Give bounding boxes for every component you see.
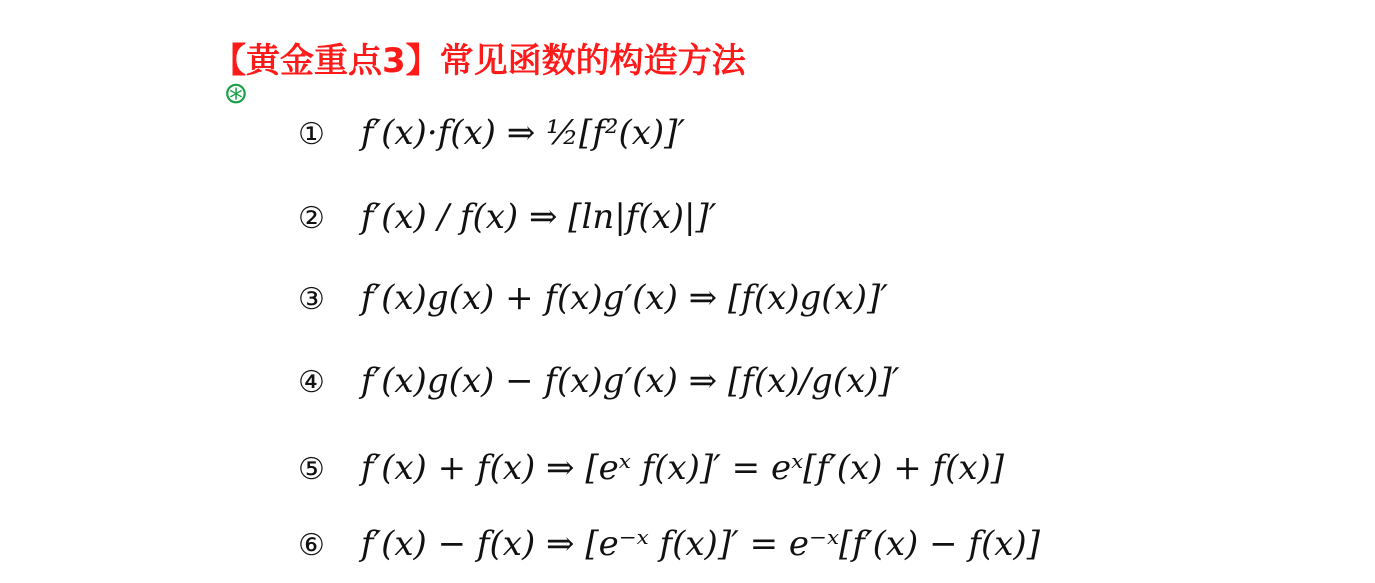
formula-number: ① [298, 117, 325, 152]
page-title: 【黄金重点3】常见函数的构造方法 [212, 41, 746, 81]
formula-number: ② [298, 201, 325, 236]
formula-expression: f′(x)g(x) − f(x)g′(x) ⇒ [f(x)/g(x)]′ [360, 361, 900, 401]
formula-expression: f′(x) + f(x) ⇒ [eˣ f(x)]′ = eˣ[f′(x) + f(x)] [360, 448, 1005, 488]
formula-expression: f′(x)·f(x) ⇒ ½[f²(x)]′ [360, 113, 686, 153]
formula-row [298, 508, 1040, 580]
formula-number: ④ [298, 365, 325, 400]
formula-row [298, 97, 685, 169]
circled-star-mark: ⊛ [223, 76, 249, 111]
formula-number: ⑥ [298, 528, 325, 563]
formula-row [298, 345, 899, 417]
formula-number: ⑤ [298, 452, 325, 487]
formula-expression: f′(x)g(x) + f(x)g′(x) ⇒ [f(x)g(x)]′ [360, 278, 888, 318]
formula-expression: f′(x) / f(x) ⇒ [ln|f(x)|]′ [360, 197, 717, 237]
formula-expression: f′(x) − f(x) ⇒ [e⁻ˣ f(x)]′ = e⁻ˣ[f′(x) − f(x)] [360, 524, 1040, 564]
formula-row [298, 432, 1004, 504]
formula-row [298, 181, 717, 253]
formula-number: ③ [298, 282, 325, 317]
formula-row [298, 262, 888, 334]
